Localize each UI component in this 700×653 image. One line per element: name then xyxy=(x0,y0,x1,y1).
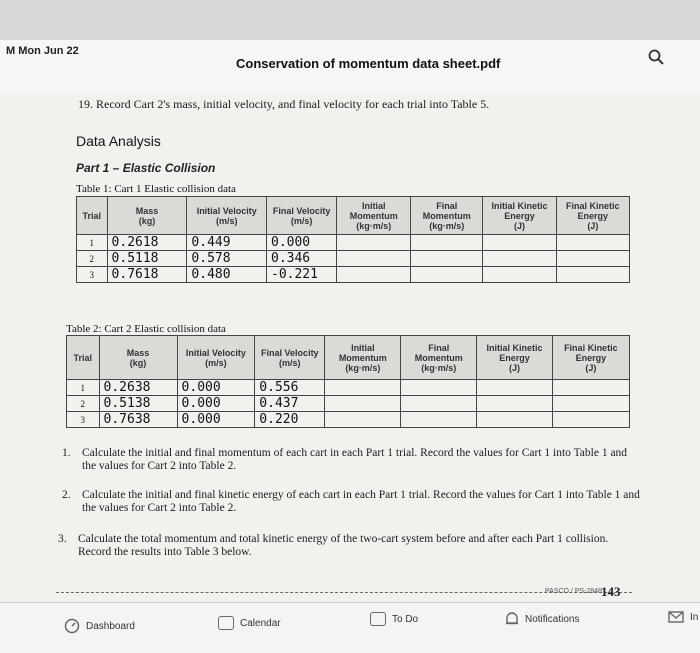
mass-cell: 0.7638 xyxy=(99,412,177,428)
footer-code: PASCO / PS-2848 xyxy=(545,588,603,595)
trial-cell: 3 xyxy=(77,267,108,283)
table2-header: Final Kinetic Energy (J) xyxy=(552,336,629,380)
table1-header: Trial xyxy=(77,197,108,235)
initial-ke-cell xyxy=(477,396,552,412)
final-velocity-cell: 0.437 xyxy=(255,396,325,412)
tab-notifications[interactable] xyxy=(505,611,579,627)
final-momentum-cell xyxy=(401,380,477,396)
final-momentum-cell xyxy=(411,235,483,251)
trial-cell: 1 xyxy=(77,235,108,251)
table2-header: Trial xyxy=(67,336,100,380)
table1-header: Final Momentum (kg·m/s) xyxy=(411,197,483,235)
tab-label: In xyxy=(690,611,699,623)
initial-velocity-cell: 0.480 xyxy=(187,267,267,283)
table1-row xyxy=(77,267,630,283)
table1-row xyxy=(77,235,630,251)
table1-header: Initial Momentum (kg·m/s) xyxy=(337,197,411,235)
table1-header: Initial Velocity (m/s) xyxy=(187,197,267,235)
table1-row xyxy=(77,251,630,267)
tab-todo[interactable] xyxy=(370,612,418,626)
table2-caption: Table 2: Cart 2 Elastic collision data xyxy=(66,323,226,335)
table1-caption: Table 1: Cart 1 Elastic collision data xyxy=(76,183,236,195)
final-velocity-cell: 0.346 xyxy=(267,251,337,267)
initial-velocity-cell: 0.449 xyxy=(187,235,267,251)
initial-momentum-cell xyxy=(325,396,401,412)
initial-ke-cell xyxy=(483,235,556,251)
tab-dashboard[interactable] xyxy=(64,618,135,634)
table2-header: Final Momentum (kg·m/s) xyxy=(401,336,477,380)
section-heading: Data Analysis xyxy=(76,133,161,149)
table1-header: Mass (kg) xyxy=(107,197,187,235)
mass-cell: 0.5138 xyxy=(99,396,177,412)
instruction-3: 3. Calculate the total momentum and total kinetic energy of the two-cart system before and after each Part 1 collision. Record the results into Table 3 below. xyxy=(58,533,609,558)
table2-row xyxy=(67,412,630,428)
initial-velocity-cell: 0.578 xyxy=(187,251,267,267)
initial-ke-cell xyxy=(483,251,556,267)
table1 xyxy=(76,196,630,283)
final-ke-cell xyxy=(556,251,629,267)
tab-label: Notifications xyxy=(525,613,580,625)
initial-momentum-cell xyxy=(325,380,401,396)
initial-ke-cell xyxy=(477,380,552,396)
step-19: 19. Record Cart 2's mass, initial velocity, and final velocity for each trial into Table 5. xyxy=(78,97,490,111)
initial-momentum-cell xyxy=(337,251,411,267)
initial-momentum-cell xyxy=(337,267,411,283)
table2-header: Final Velocity (m/s) xyxy=(255,336,325,380)
search-icon[interactable] xyxy=(647,48,665,66)
initial-velocity-cell: 0.000 xyxy=(177,412,255,428)
final-momentum-cell xyxy=(401,396,477,412)
mass-cell: 0.5118 xyxy=(107,251,187,267)
final-momentum-cell xyxy=(401,412,477,428)
todo-icon xyxy=(370,612,386,626)
tab-label: Dashboard xyxy=(86,620,135,632)
initial-momentum-cell xyxy=(337,235,411,251)
table2-row xyxy=(67,396,630,412)
table1-header: Initial Kinetic Energy (J) xyxy=(483,197,556,235)
tab-label: To Do xyxy=(392,613,419,625)
table2-header: Initial Kinetic Energy (J) xyxy=(477,336,552,380)
inbox-icon xyxy=(668,611,684,623)
final-momentum-cell xyxy=(411,267,483,283)
table2-header: Initial Momentum (kg·m/s) xyxy=(325,336,401,380)
trial-cell: 1 xyxy=(67,380,100,396)
final-velocity-cell: -0.221 xyxy=(267,267,337,283)
calendar-icon xyxy=(218,616,234,630)
final-ke-cell xyxy=(556,235,629,251)
final-ke-cell xyxy=(552,396,629,412)
final-velocity-cell: 0.000 xyxy=(267,235,337,251)
mass-cell: 0.2638 xyxy=(99,380,177,396)
bell-icon xyxy=(505,611,519,627)
table2-header: Initial Velocity (m/s) xyxy=(177,336,255,380)
table2-row xyxy=(67,380,630,396)
instruction-2: 2. Calculate the initial and final kinetic energy of each cart in each Part 1 trial. Record the values for Cart 1 into Table 1 and the values for Cart 2 into Table 2. xyxy=(62,489,640,514)
document-title: Conservation of momentum data sheet.pdf xyxy=(236,56,501,71)
initial-velocity-cell: 0.000 xyxy=(177,380,255,396)
part-heading: Part 1 – Elastic Collision xyxy=(76,161,216,175)
mass-cell: 0.2618 xyxy=(107,235,187,251)
initial-ke-cell xyxy=(483,267,556,283)
table1-header: Final Velocity (m/s) xyxy=(267,197,337,235)
final-ke-cell xyxy=(552,380,629,396)
final-momentum-cell xyxy=(411,251,483,267)
dashboard-icon xyxy=(64,618,80,634)
trial-cell: 3 xyxy=(67,412,100,428)
trial-cell: 2 xyxy=(77,251,108,267)
final-velocity-cell: 0.220 xyxy=(255,412,325,428)
top-dark-bar xyxy=(0,0,700,40)
initial-ke-cell xyxy=(477,412,552,428)
final-ke-cell xyxy=(552,412,629,428)
table2 xyxy=(66,335,630,428)
instruction-1: 1. Calculate the initial and final momentum of each cart in each Part 1 trial. Record the values for Cart 1 into Table 1 and the values for Cart 2 into Table 2. xyxy=(62,447,628,472)
trial-cell: 2 xyxy=(67,396,100,412)
initial-momentum-cell xyxy=(325,412,401,428)
initial-velocity-cell: 0.000 xyxy=(177,396,255,412)
tab-calendar[interactable] xyxy=(218,616,281,630)
tab-inbox[interactable] xyxy=(668,611,698,623)
page-number: 143 xyxy=(601,584,621,599)
tab-label: Calendar xyxy=(240,617,281,629)
status-time: M Mon Jun 22 xyxy=(6,45,79,57)
table2-header: Mass (kg) xyxy=(99,336,177,380)
table1-header: Final Kinetic Energy (J) xyxy=(556,197,629,235)
final-velocity-cell: 0.556 xyxy=(255,380,325,396)
mass-cell: 0.7618 xyxy=(107,267,187,283)
final-ke-cell xyxy=(556,267,629,283)
